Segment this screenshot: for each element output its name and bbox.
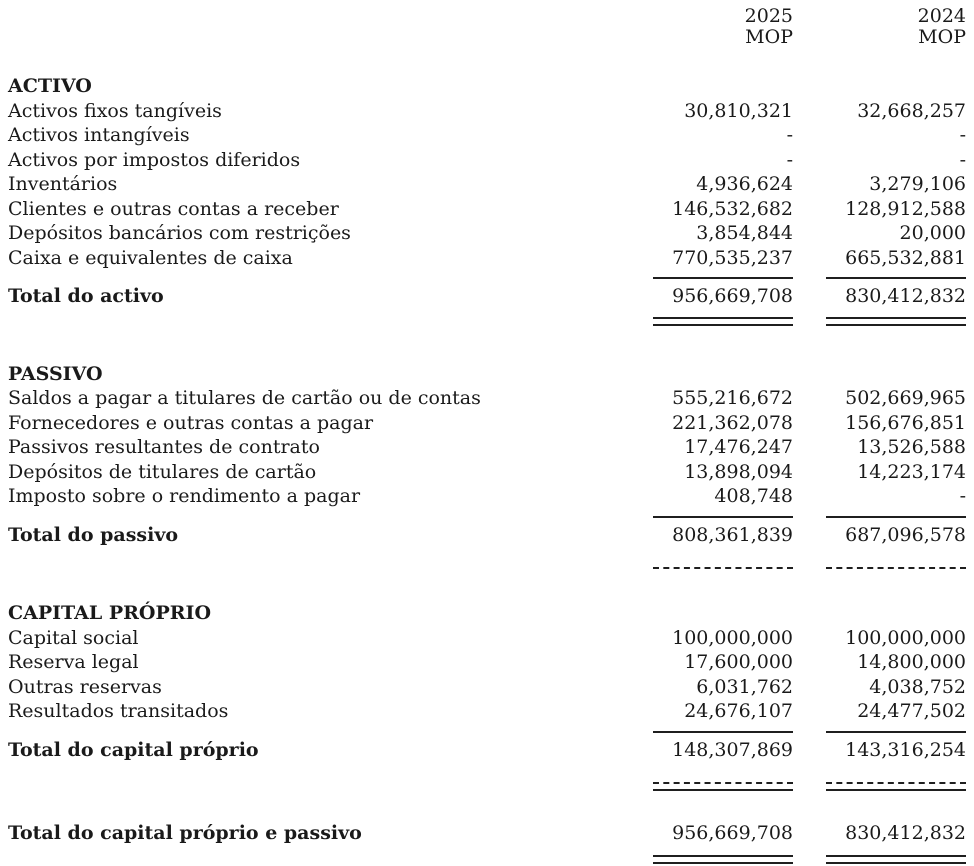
amount-2025: 17,476,247 — [684, 436, 793, 458]
single-rule — [826, 731, 966, 733]
line-item-label: Capital social — [8, 626, 139, 649]
amount-2024: 665,532,881 — [845, 246, 966, 269]
line-item-row — [8, 411, 966, 436]
amount-2025: 408,748 — [714, 485, 793, 507]
total-amount-2025: 148,307,869 — [672, 738, 793, 761]
line-item-label: Caixa e equivalentes de caixa — [8, 246, 293, 269]
amount-2025: - — [786, 124, 793, 146]
total-row-passivo — [8, 523, 966, 548]
line-item-row — [8, 246, 966, 271]
line-item-label: Clientes e outras contas a receber — [8, 197, 339, 220]
line-item-row — [8, 675, 966, 700]
single-rule — [653, 516, 793, 518]
amount-2024: - — [959, 124, 966, 146]
line-item-row — [8, 484, 966, 509]
grand-total-amount-2025: 956,669,708 — [672, 822, 793, 844]
line-item-label: Inventários — [8, 173, 118, 195]
dashed-solid-rule — [653, 782, 793, 791]
amount-2024: 3,279,106 — [869, 173, 966, 195]
amount-2025: 146,532,682 — [672, 197, 793, 220]
spacer — [8, 791, 966, 821]
double-rule — [653, 317, 793, 326]
amount-2024: - — [959, 148, 966, 171]
dashed-solid-rule — [826, 782, 966, 791]
line-item-row — [8, 386, 966, 411]
dashed-rule — [826, 567, 966, 569]
year-2024-header: 2024 — [917, 5, 966, 27]
line-item-row — [8, 460, 966, 485]
amount-2024: 13,526,588 — [857, 436, 966, 458]
spacer — [8, 569, 966, 601]
amount-2025: 100,000,000 — [672, 626, 793, 649]
total-amount-2025: 956,669,708 — [672, 285, 793, 307]
line-item-label: Passivos resultantes de contrato — [8, 436, 320, 458]
line-item-label: Activos fixos tangíveis — [8, 99, 222, 122]
line-item-label: Depósitos bancários com restrições — [8, 222, 351, 244]
total-amount-2024: 687,096,578 — [845, 523, 966, 546]
amount-2025: - — [786, 148, 793, 171]
single-rule — [653, 731, 793, 733]
currency-2025-header: MOP — [745, 26, 793, 48]
section-header-activo — [8, 74, 966, 99]
line-item-label: Activos por impostos diferidos — [8, 148, 301, 171]
amount-2024: 502,669,965 — [845, 387, 966, 409]
year-2025-header: 2025 — [744, 5, 793, 27]
amount-2024: 156,676,851 — [845, 411, 966, 434]
amount-2024: 14,800,000 — [857, 651, 966, 673]
double-rule — [826, 855, 966, 864]
grand-total-row — [8, 821, 966, 846]
double-rule — [826, 317, 966, 326]
total-row-activo — [8, 284, 966, 309]
single-rule — [826, 516, 966, 518]
subtotal-rule — [8, 731, 966, 733]
carry-rule — [8, 782, 966, 791]
line-item-label: Outras reservas — [8, 675, 162, 698]
line-item-row — [8, 123, 966, 148]
total-label: Total do activo — [8, 285, 164, 307]
amount-2025: 6,031,762 — [696, 675, 793, 698]
amount-2024: 14,223,174 — [857, 460, 966, 483]
total-label: Total do capital próprio — [8, 738, 259, 761]
total-amount-2025: 808,361,839 — [672, 523, 793, 546]
line-item-label: Imposto sobre o rendimento a pagar — [8, 485, 361, 507]
section-title: ACTIVO — [8, 75, 92, 97]
section-header-passivo — [8, 362, 966, 387]
currency-header-row — [8, 27, 966, 48]
amount-2025: 3,854,844 — [696, 222, 793, 244]
currency-2024-header: MOP — [918, 26, 966, 48]
subtotal-rule — [8, 277, 966, 279]
line-item-label: Saldos a pagar a titulares de cartão ou de contas — [8, 387, 481, 409]
amount-2025: 13,898,094 — [684, 460, 793, 483]
grand-rule — [8, 317, 966, 326]
amount-2024: 20,000 — [899, 222, 966, 244]
double-rule — [653, 855, 793, 864]
line-item-row — [8, 221, 966, 246]
line-item-label: Fornecedores e outras contas a pagar — [8, 411, 374, 434]
amount-2024: 4,038,752 — [869, 675, 966, 698]
section-header-capital-proprio — [8, 601, 966, 626]
line-item-row — [8, 99, 966, 124]
amount-2025: 770,535,237 — [672, 246, 793, 269]
line-item-row — [8, 699, 966, 724]
line-item-row — [8, 172, 966, 197]
spacer — [8, 326, 966, 362]
amount-2025: 555,216,672 — [672, 387, 793, 409]
line-item-row — [8, 435, 966, 460]
line-item-label: Activos intangíveis — [8, 124, 190, 146]
dashed-rule — [653, 567, 793, 569]
year-header-row — [8, 6, 966, 27]
line-item-row — [8, 626, 966, 651]
total-amount-2024: 143,316,254 — [845, 738, 966, 761]
spacer — [8, 48, 966, 74]
line-item-label: Reserva legal — [8, 651, 139, 673]
line-item-row — [8, 650, 966, 675]
amount-2024: - — [959, 485, 966, 507]
amount-2024: 128,912,588 — [845, 197, 966, 220]
single-rule — [826, 277, 966, 279]
amount-2025: 4,936,624 — [696, 173, 793, 195]
grand-total-label: Total do capital próprio e passivo — [8, 822, 362, 844]
section-title: CAPITAL PRÓPRIO — [8, 602, 211, 624]
amount-2025: 24,676,107 — [684, 700, 793, 722]
grand-rule — [8, 855, 966, 864]
grand-total-amount-2024: 830,412,832 — [845, 822, 966, 844]
subtotal-rule — [8, 516, 966, 518]
single-rule — [653, 277, 793, 279]
amount-2025: 17,600,000 — [684, 651, 793, 673]
amount-2025: 221,362,078 — [672, 411, 793, 434]
amount-2024: 100,000,000 — [845, 626, 966, 649]
amount-2025: 30,810,321 — [684, 99, 793, 122]
section-title: PASSIVO — [8, 362, 103, 385]
total-amount-2024: 830,412,832 — [845, 285, 966, 307]
total-row-capital-proprio — [8, 738, 966, 763]
line-item-label: Resultados transitados — [8, 700, 229, 722]
line-item-label: Depósitos de titulares de cartão — [8, 460, 317, 483]
amount-2024: 24,477,502 — [857, 700, 966, 722]
line-item-row — [8, 197, 966, 222]
total-label: Total do passivo — [8, 523, 179, 546]
line-item-row — [8, 148, 966, 173]
amount-2024: 32,668,257 — [857, 99, 966, 122]
